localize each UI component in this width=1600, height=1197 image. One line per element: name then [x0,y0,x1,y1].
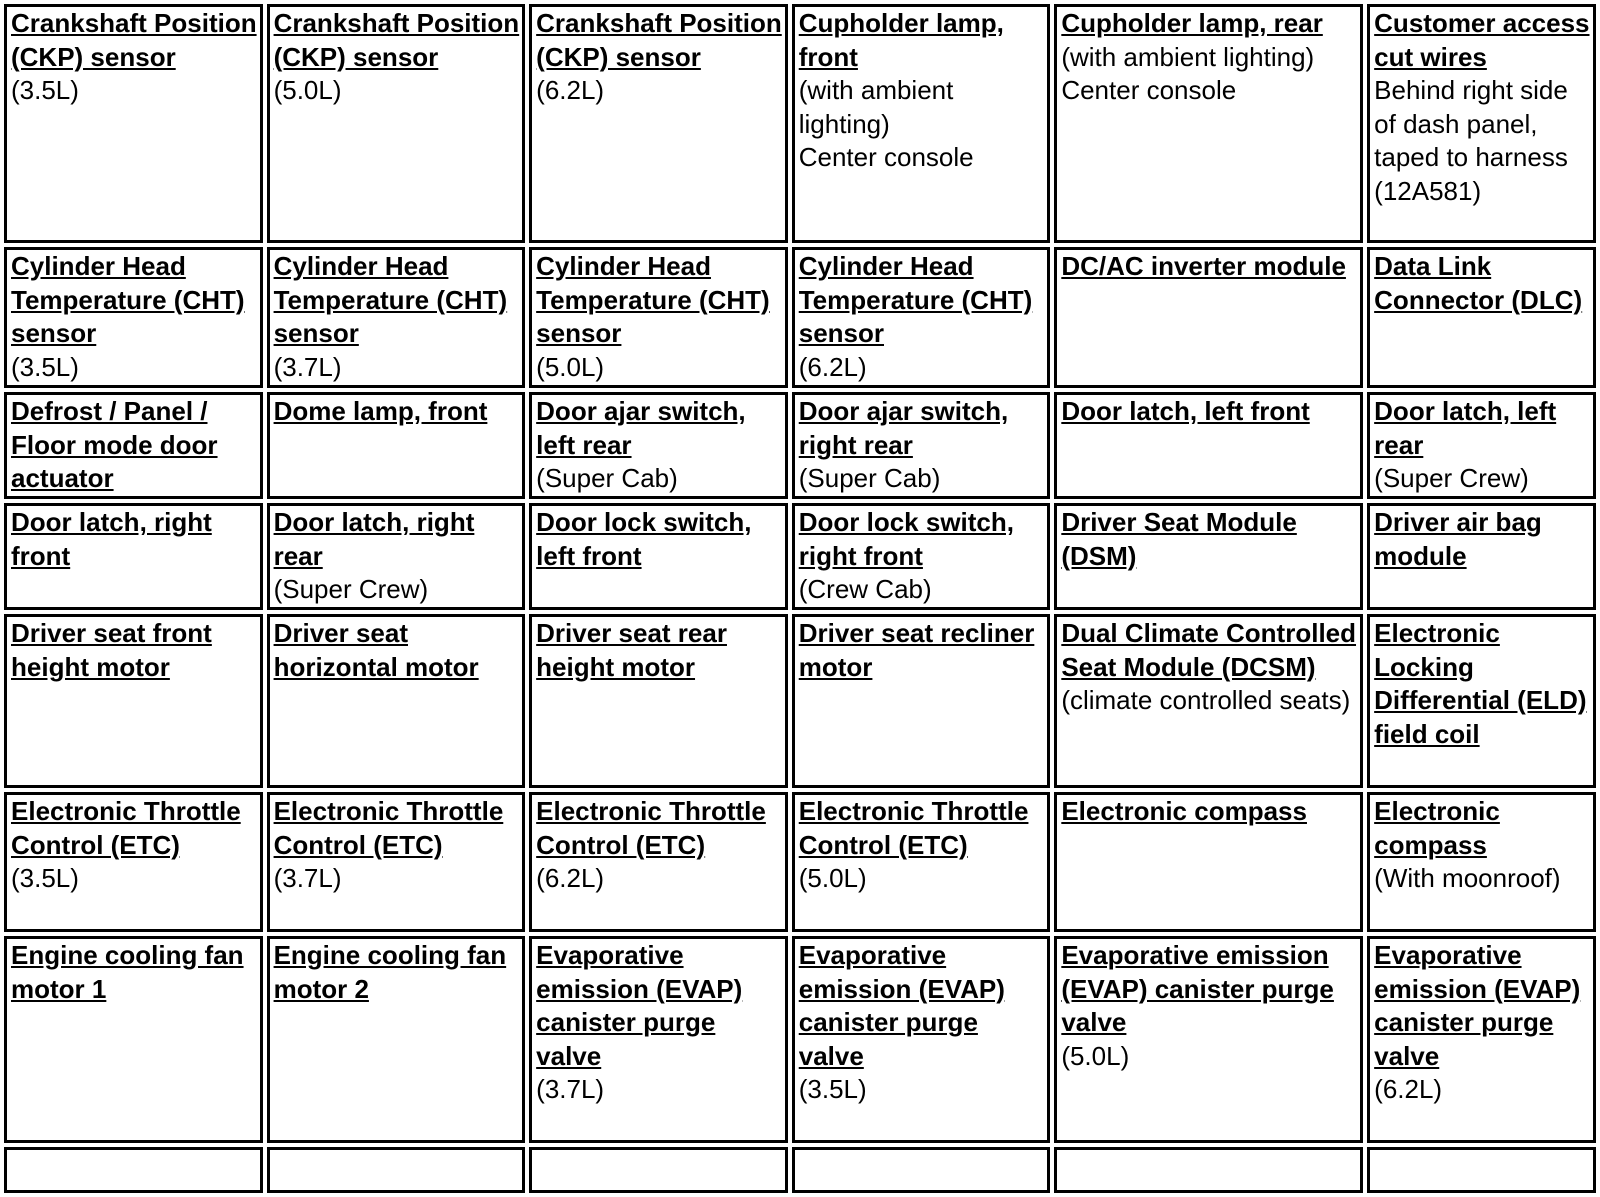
table-cell [529,792,788,932]
component-note: (with ambient lighting) Center console [798,75,974,172]
component-note: (3.5L) [11,863,79,893]
component-link[interactable]: Evaporative emission (EVAP) canister purge valve [1061,940,1334,1037]
table-cell [529,614,788,788]
component-note: (3.5L) [11,351,79,382]
component-link[interactable]: Electronic Throttle Control (ETC) [11,796,241,860]
component-note: (Super Crew) [273,574,429,604]
component-link[interactable]: Electronic Throttle Control (ETC) [798,796,1029,860]
table-cell [4,392,263,499]
component-note: (Super Cab) [536,463,678,493]
table-cell [267,792,526,932]
component-link[interactable]: Door lock switch, left front [536,507,752,571]
table-row [4,614,1596,788]
component-link[interactable]: Door lock switch, right front [798,507,1014,571]
component-link[interactable]: Evaporative emission (EVAP) canister purge valve [798,940,1005,1071]
table-cell [1054,503,1363,610]
component-link[interactable]: Engine cooling fan motor 1 [11,940,244,1004]
component-note: (3.7L) [536,1074,605,1104]
component-link[interactable]: Electronic compass [1061,796,1307,826]
component-link[interactable]: Electronic Throttle Control (ETC) [273,796,504,860]
component-link[interactable]: Cylinder Head Temperature (CHT) sensor [536,251,770,348]
component-link[interactable]: Driver seat front height motor [11,618,212,682]
table-cell [1367,792,1596,932]
table-cell [792,614,1051,788]
table-cell [4,4,263,243]
component-link[interactable]: Door latch, left rear [1374,396,1557,460]
component-link[interactable]: Driver seat horizontal motor [273,618,479,682]
table-cell [1367,4,1596,243]
component-link[interactable]: Driver seat recliner motor [798,618,1035,682]
component-link[interactable]: DC/AC inverter module [1061,251,1346,281]
component-link[interactable]: Crankshaft Position (CKP) sensor [536,8,782,72]
component-note: (5.0L) [798,863,867,893]
table-row [4,503,1596,610]
table-row [4,247,1596,388]
table-cell [529,1147,788,1193]
table-cell [1367,936,1596,1143]
table-cell [267,503,526,610]
component-link[interactable]: Cupholder lamp, front [798,8,1004,72]
table-cell [267,1147,526,1193]
component-note: (Crew Cab) [798,574,932,604]
component-note: (With moonroof) [1374,863,1561,893]
table-cell [4,1147,263,1193]
table-row [4,792,1596,932]
component-link[interactable]: Cylinder Head Temperature (CHT) sensor [11,251,245,348]
table-cell [792,936,1051,1143]
table-row [4,936,1596,1143]
table-cell [529,247,788,388]
component-link[interactable]: Door latch, right front [11,507,212,571]
table-cell [1367,614,1596,788]
table-cell [1054,936,1363,1143]
table-cell [1054,392,1363,499]
table-row [4,4,1596,243]
component-link[interactable]: Engine cooling fan motor 2 [273,940,507,1004]
component-note: (with ambient lighting) Center console [1061,41,1315,105]
component-link[interactable]: Door ajar switch, left rear [536,396,746,460]
component-link[interactable]: Driver Seat Module (DSM) [1061,507,1297,571]
table-cell [267,4,526,243]
table-cell [792,392,1051,499]
component-link[interactable]: Dual Climate Controlled Seat Module (DCSM) [1061,618,1357,682]
component-link[interactable]: Driver air bag module [1374,507,1542,571]
table-cell [1367,392,1596,499]
component-note: (3.5L) [798,1074,867,1104]
component-link[interactable]: Electronic Throttle Control (ETC) [536,796,766,860]
component-note: (Super Crew) [1374,463,1529,493]
table-cell [1054,4,1363,243]
table-cell [1054,614,1363,788]
table-cell [267,614,526,788]
component-link[interactable]: Cupholder lamp, rear [1061,8,1323,38]
component-link[interactable]: Crankshaft Position (CKP) sensor [11,8,257,72]
table-cell [792,247,1051,388]
table-cell [1054,247,1363,388]
component-link[interactable]: Cylinder Head Temperature (CHT) sensor [273,251,508,348]
component-note: (5.0L) [1061,1040,1130,1071]
table-cell [267,247,526,388]
table-cell [1367,247,1596,388]
component-link[interactable]: Dome lamp, front [273,396,488,426]
table-cell [4,792,263,932]
table-cell [267,936,526,1143]
component-link[interactable]: Crankshaft Position (CKP) sensor [273,8,520,72]
table-cell [4,247,263,388]
table-cell [4,503,263,610]
component-link[interactable]: Evaporative emission (EVAP) canister purge valve [536,940,743,1071]
component-note: (6.2L) [798,351,867,382]
component-link[interactable]: Electronic compass [1374,796,1500,860]
table-cell [529,392,788,499]
table-cell [792,1147,1051,1193]
table-cell [1367,503,1596,610]
component-link[interactable]: Data Link Connector (DLC) [1374,251,1583,315]
component-link[interactable]: Door latch, left front [1061,396,1310,426]
component-note: (5.0L) [273,75,342,105]
table-cell [1367,1147,1596,1193]
table-cell [792,503,1051,610]
table-cell [529,503,788,610]
table-cell [267,392,526,499]
component-note: Behind right side of dash panel, taped to harness (12A581) [1374,75,1568,206]
component-link[interactable]: Evaporative emission (EVAP) canister purge valve [1374,940,1581,1071]
table-cell [529,936,788,1143]
component-note: (6.2L) [536,75,605,105]
component-link[interactable]: Customer access cut wires [1374,8,1590,72]
table-cell [1054,1147,1363,1193]
table-row-partial [4,1147,1596,1193]
component-link[interactable]: Driver seat rear height motor [536,618,727,682]
table-cell [4,936,263,1143]
component-link[interactable]: Defrost / Panel / Floor mode door actuator [11,396,218,493]
table-cell [4,614,263,788]
component-note: (5.0L) [536,351,605,382]
table-cell [1054,792,1363,932]
component-note: (3.5L) [11,75,79,105]
component-note: (3.7L) [273,863,342,893]
table-row [4,392,1596,499]
component-link[interactable]: Door latch, right rear [273,507,475,571]
component-note: (6.2L) [536,863,605,893]
component-link[interactable]: Cylinder Head Temperature (CHT) sensor [798,251,1033,348]
component-link[interactable]: Door ajar switch, right rear [798,396,1009,460]
component-note: (6.2L) [1374,1074,1443,1104]
component-note: (Super Cab) [798,463,941,493]
component-link[interactable]: Electronic Locking Differential (ELD) field coil [1374,618,1587,749]
table-cell [792,4,1051,243]
table-cell [792,792,1051,932]
component-note: (climate controlled seats) [1061,685,1351,715]
table-cell [529,4,788,243]
table-body [4,4,1596,1193]
component-note: (3.7L) [273,351,342,382]
